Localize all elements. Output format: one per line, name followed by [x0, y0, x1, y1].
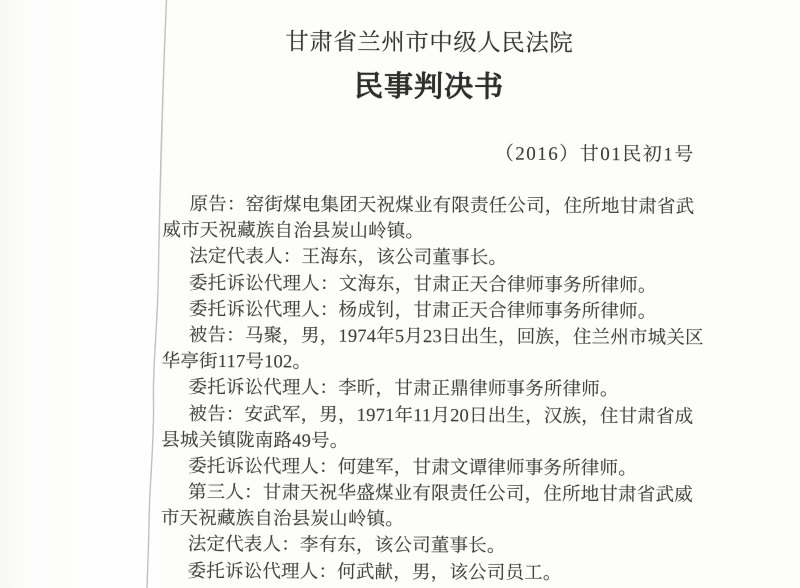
document-line: 第三人：甘肃天祝华盛煤业有限责任公司，住所地甘肃省武威: [187, 482, 693, 506]
document-body: [161, 192, 708, 588]
document-line: 市天祝藏族自治县炭山岭镇。: [160, 509, 405, 531]
document-line: 原告：窑街煤电集团天祝煤业有限责任公司，住所地甘肃省武: [189, 194, 695, 218]
document-line: 法定代表人：王海东，该公司董事长。: [189, 247, 508, 269]
document-line: 华亭街117号102。: [161, 351, 312, 373]
document-line: 威市天祝藏族自治县炭山岭镇。: [162, 220, 425, 243]
document-title: 民事判决书: [354, 70, 505, 104]
document-line: 委托诉讼代理人：何建军，甘肃文谭律师事务所律师。: [188, 456, 637, 480]
case-number: （2016）甘01民初1号: [494, 143, 695, 166]
court-name: 甘肃省兰州市中级人民法院: [285, 29, 574, 57]
document-line: 县城关镇陇南路49号。: [161, 430, 349, 452]
document-line: 被告：马聚，男，1974年5月23日出生，回族，住兰州市城关区: [188, 325, 704, 349]
document-line: 委托诉讼代理人：李昕，甘肃正鼎律师事务所律师。: [188, 378, 619, 401]
document-line: 委托诉讼代理人：文海东，甘肃正天合律师事务所律师。: [189, 273, 657, 296]
document-line: 委托诉讼代理人：何武献，男，该公司员工。: [187, 561, 562, 584]
document-line: 委托诉讼代理人：杨成钊，甘肃正天合律师事务所律师。: [188, 299, 657, 323]
document-line: 被告：安武军，男，1971年11月20日出生，汉族，住甘肃省成: [188, 404, 694, 428]
document-line: 法定代表人：李有东，该公司董事长。: [187, 535, 506, 557]
